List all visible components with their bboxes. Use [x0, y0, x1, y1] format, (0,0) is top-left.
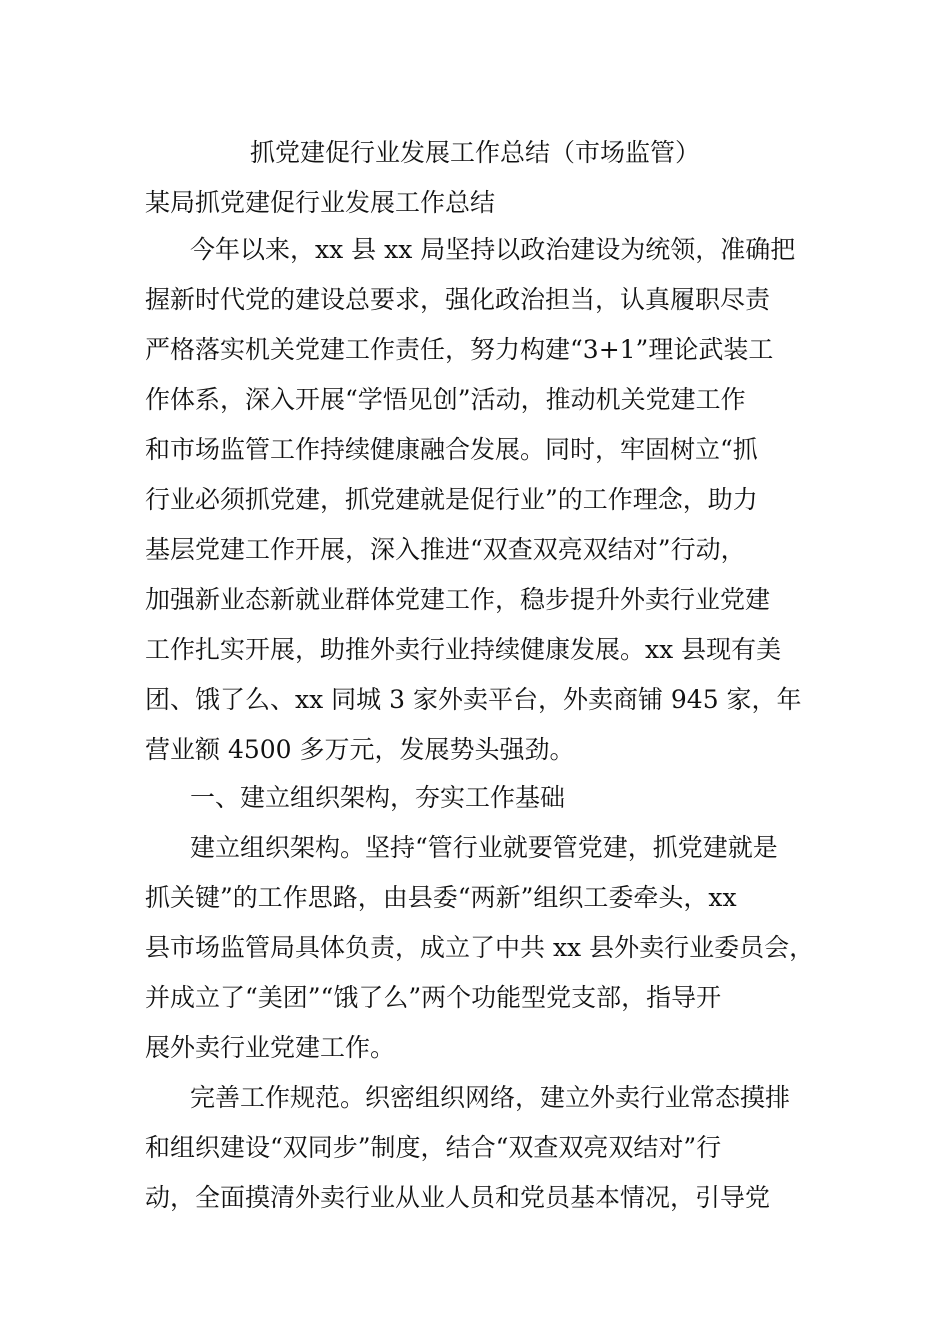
text-line: 团、饿了么、xx 同城 3 家外卖平台，外卖商铺 945 家，年 [145, 685, 802, 714]
text-line: 并成立了“美团”“饿了么”两个功能型党支部，指导开 [145, 983, 722, 1012]
text-line: 和组织建设“双同步”制度，结合“双查双亮双结对”行 [145, 1133, 722, 1162]
document-title: 抓党建促行业发展工作总结（市场监管） [249, 138, 700, 167]
text-line: 行业必须抓党建，抓党建就是促行业”的工作理念，助力 [145, 485, 758, 514]
text-line: 动，全面摸清外卖行业从业人员和党员基本情况，引导党 [145, 1183, 771, 1212]
text-line: 营业额 4500 多万元，发展势头强劲。 [145, 735, 575, 764]
text-line: 今年以来，xx 县 xx 局坚持以政治建设为统领，准确把 [190, 235, 796, 264]
text-line: 展外卖行业党建工作。 [145, 1033, 396, 1062]
text-line: 县市场监管局具体负责，成立了中共 xx 县外卖行业委员会， [145, 933, 815, 962]
text-line: 作体系，深入开展“学悟见创”活动，推动机关党建工作 [145, 385, 746, 414]
text-line: 工作扎实开展，助推外卖行业持续健康发展。xx 县现有美 [145, 635, 782, 664]
text-line: 建立组织架构。坚持“管行业就要管党建，抓党建就是 [190, 833, 778, 862]
text-line: 完善工作规范。织密组织网络，建立外卖行业常态摸排 [190, 1083, 791, 1112]
document-subtitle: 某局抓党建促行业发展工作总结 [145, 188, 496, 217]
section-heading: 一、建立组织架构，夯实工作基础 [190, 783, 566, 812]
text-line: 加强新业态新就业群体党建工作，稳步提升外卖行业党建 [145, 585, 771, 614]
text-line: 和市场监管工作持续健康融合发展。同时，牢固树立“抓 [145, 435, 758, 464]
text-line: 基层党建工作开展，深入推进“双查双亮双结对”行动， [145, 535, 746, 564]
text-line: 抓关键”的工作思路，由县委“两新”组织工委牵头，xx [145, 883, 737, 912]
text-line: 握新时代党的建设总要求，强化政治担当，认真履职尽责 [145, 285, 771, 314]
text-line: 严格落实机关党建工作责任，努力构建“3+1”理论武装工 [145, 335, 774, 364]
